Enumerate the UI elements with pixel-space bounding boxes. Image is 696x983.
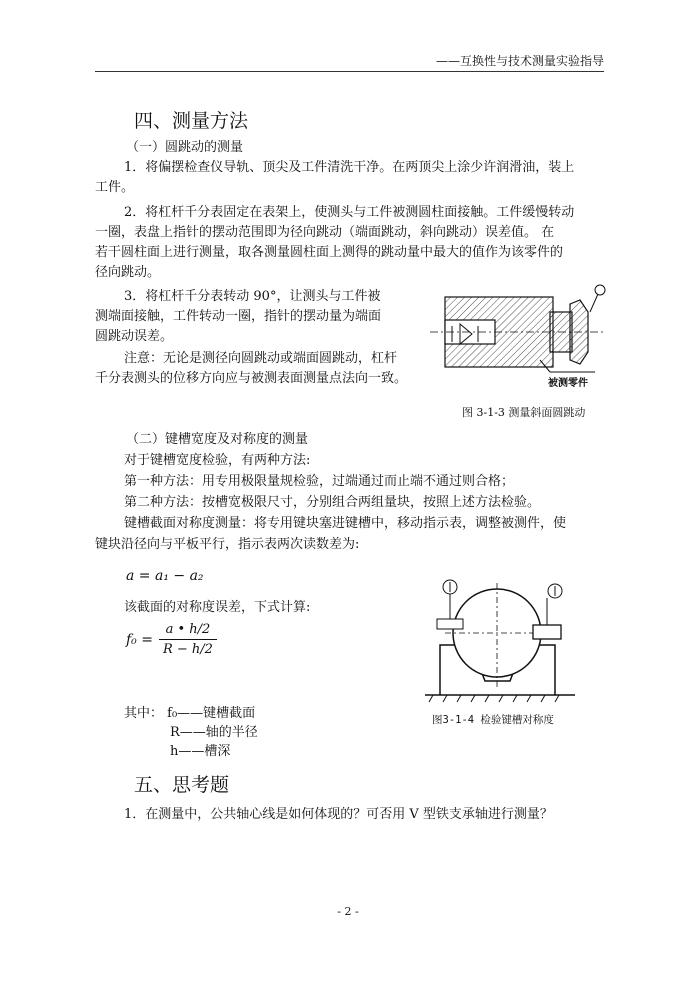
figure-label: 被测零件 [548,378,588,389]
where-line: 其中： f₀——键槽截面 [124,706,256,721]
equation-difference: a = a₁ − a₂ [126,568,204,584]
running-header: ——互换性与技术测量实验指导 [435,54,604,68]
equation-denominator: R − h/2 [162,642,213,657]
paragraph-line: 对于键槽宽度检验，有两种方法: [124,453,311,468]
question-line: 1．在测量中，公共轴心线是如何体现的？可否用 V 型铁支承轴进行测量？ [124,807,553,822]
note-line: 千分表测头的位移方向应与被测表面测量点法向一致。 [95,371,408,386]
paragraph-line: 键槽截面对称度测量：将专用键块塞进键槽中，移动指示表，调整被测件，使 [124,516,567,531]
paragraph-line: 2．将杠杆千分表固定在表架上，使测头与工件被测圆柱面接触。工件缓慢转动 [124,205,575,220]
equation-lhs: f₀ = [126,631,153,648]
figure-keyway-symmetry [425,573,580,703]
paragraph-line: 圆跳动误差。 [95,329,174,344]
paragraph-line: 工件。 [95,180,135,195]
paragraph-line: 第一种方法：用专用极限量规检验，过端通过而止端不通过则合格； [124,474,515,489]
figure-caption: 图3-1-4 检验键槽对称度 [432,714,554,726]
where-line: h——槽深 [170,744,231,759]
paragraph-line: 该截面的对称度误差，下式计算: [124,600,311,615]
header-rule [95,71,604,72]
figure-caption: 图 3-1-3 测量斜面圆跳动 [462,406,586,419]
where-line: R——轴的半径 [170,725,258,740]
paragraph-line: 径向跳动。 [95,265,161,280]
note-line: 注意：无论是测径向圆跳动或端面圆跳动，杠杆 [124,351,398,366]
section-heading-5: 五、思考题 [134,774,230,796]
paragraph-line: 若干圆柱面上进行测量，取各测量圆柱面上测得的跳动量中最大的值作为该零件的 [95,245,564,260]
equation-symmetry [126,620,217,659]
paragraph-line: 测端面接触，工件转动一圈，指针的摆动量为端面 [95,309,382,324]
paragraph-line: 键块沿径向与平板平行，指示表两次读数差为: [95,537,360,552]
section-heading-4: 四、测量方法 [134,110,249,132]
paragraph-line: 一圈，表盘上指针的摆动范围即为径向跳动（端面跳动，斜向跳动）误差值。 在 [95,225,555,240]
equation-numerator: a • h/2 [165,622,211,637]
subheading-runout: （一）圆跳动的测量 [126,140,244,155]
subheading-keyway: （二）键槽宽度及对称度的测量 [126,432,309,447]
paragraph-line: 1．将偏摆检查仪导轨、顶尖及工件清洗干净。在两顶尖上涂少许润滑油，装上 [124,160,575,175]
page-number: - 2 - [337,905,359,918]
paragraph-line: 第二种方法：按槽宽极限尺寸，分别组合两组量块，按照上述方法检验。 [124,495,541,510]
paragraph-line: 3．将杠杆千分表转动 90°，让测头与工件被 [124,289,381,304]
